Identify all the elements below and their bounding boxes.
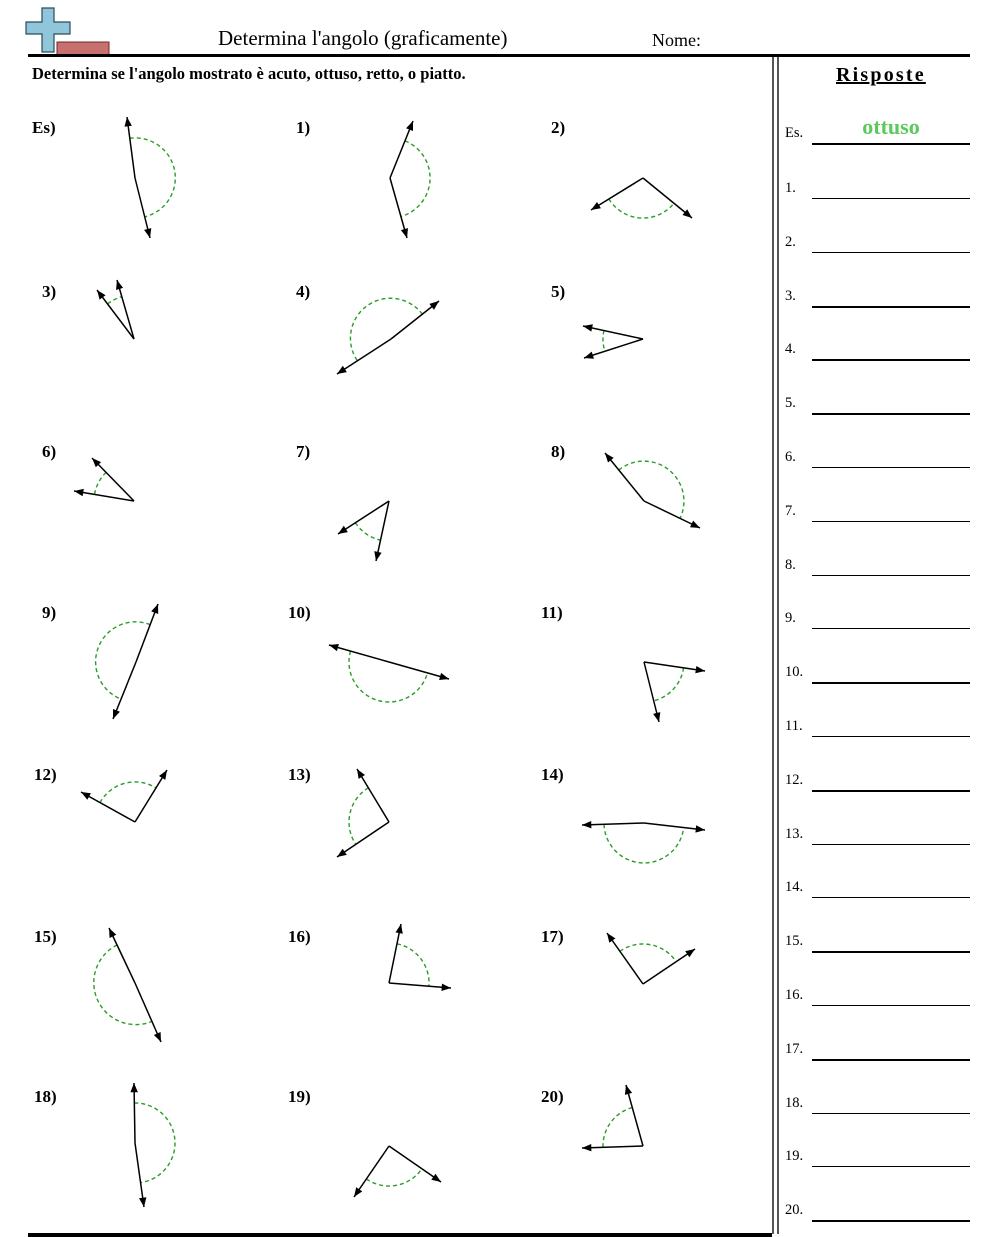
example-answer: ottuso (862, 114, 920, 139)
problem-label-8: 8) (551, 442, 566, 461)
problem-label-16: 16) (288, 927, 311, 946)
angle-arc (603, 1108, 632, 1148)
answer-label-14: 14. (785, 879, 804, 896)
problem-label-4: 4) (296, 282, 311, 301)
problem-label-5: 5) (551, 282, 566, 301)
answers-title: Risposte (836, 64, 926, 86)
problem-label-19: 19) (288, 1087, 311, 1106)
problem-label-17: 17) (541, 927, 564, 946)
answer-label-17: 17. (785, 1040, 804, 1057)
problem-label-10: 10) (288, 603, 311, 622)
worksheet-title: Determina l'angolo (graficamente) (218, 26, 508, 50)
answer-label-6: 6. (785, 449, 796, 465)
problem-label-1: 1) (296, 118, 311, 137)
answer-label-3: 3. (785, 287, 796, 304)
answer-label-5: 5. (785, 395, 796, 412)
name-label: Nome: (652, 30, 701, 50)
problem-label-3: 3) (42, 282, 57, 301)
problem-label-7: 7) (296, 442, 311, 461)
problem-label-14: 14) (541, 765, 564, 784)
answer-label-20: 20. (785, 1202, 804, 1219)
answer-label-15: 15. (785, 933, 804, 950)
answer-label-12: 12. (785, 771, 804, 788)
answer-label-example: Es. (785, 125, 804, 141)
answer-label-7: 7. (785, 502, 796, 519)
answer-label-1: 1. (785, 180, 796, 196)
angle-ray-1 (626, 1085, 643, 1146)
problem-label-15: 15) (34, 927, 57, 946)
answer-label-2: 2. (785, 233, 796, 250)
problem-label-9: 9) (42, 603, 57, 622)
problem-label-13: 13) (288, 765, 311, 784)
answer-label-10: 10. (785, 664, 804, 681)
arrowhead-icon (582, 1144, 591, 1151)
answer-label-13: 13. (785, 825, 804, 842)
answer-label-8: 8. (785, 556, 796, 573)
problem-label-0: Es) (32, 118, 56, 137)
answer-label-19: 19. (785, 1148, 804, 1165)
footer-rule (28, 1233, 772, 1237)
problem-label-20: 20) (541, 1087, 564, 1106)
instructions: Determina se l'angolo mostrato è acuto, ottuso, retto, o piatto. (32, 64, 466, 83)
answer-label-18: 18. (785, 1094, 804, 1111)
answer-label-16: 16. (785, 987, 804, 1003)
problem-label-2: 2) (551, 118, 566, 137)
problem-label-12: 12) (34, 765, 57, 784)
answer-label-4: 4. (785, 341, 796, 358)
answer-label-9: 9. (785, 610, 796, 627)
problem-label-6: 6) (42, 442, 57, 461)
problem-label-18: 18) (34, 1087, 57, 1106)
answer-label-11: 11. (785, 718, 803, 734)
problem-label-11: 11) (541, 603, 563, 622)
arrowhead-icon (625, 1085, 632, 1095)
